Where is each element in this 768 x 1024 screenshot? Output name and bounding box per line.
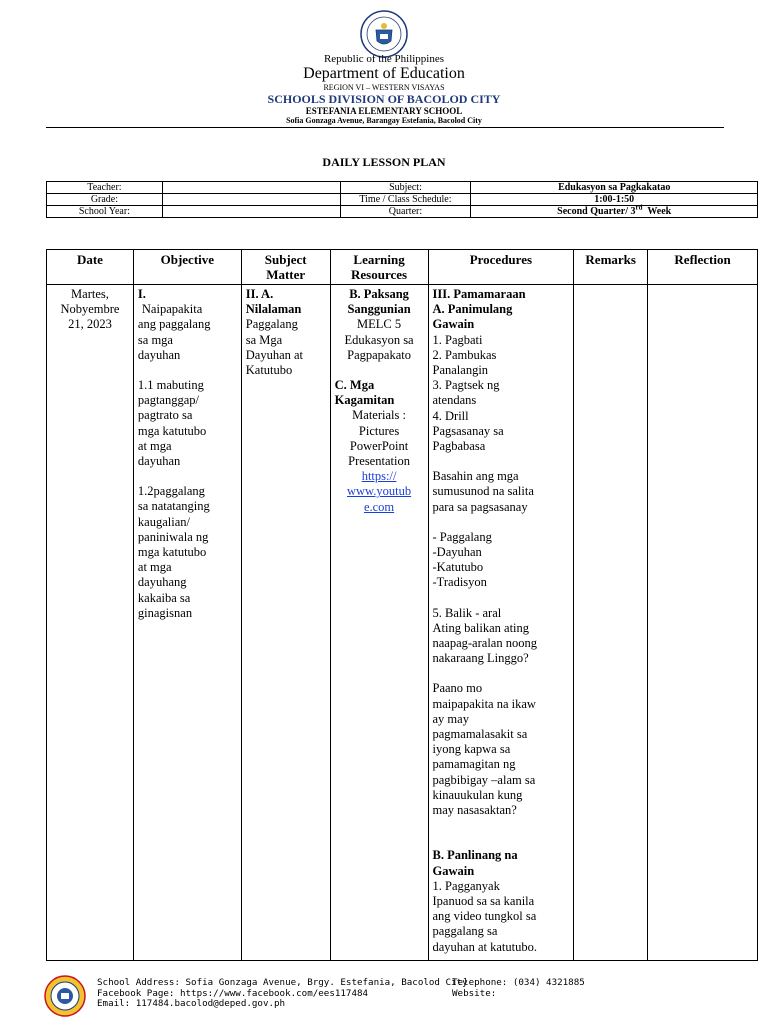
footer-address: School Address: Sofia Gonzaga Avenue, Brgy. Estefania, Bacolod City [97, 977, 468, 988]
quarter-value: Second Quarter/ 3rd Week [471, 206, 758, 218]
cell-date: Martes, Nobyembre 21, 2023 [47, 285, 134, 961]
school-address: Sofia Gonzaga Avenue, Barangay Estefania, Bacolod City [286, 116, 482, 125]
quarter-label: Quarter: [340, 206, 471, 218]
cell-reflection [648, 285, 758, 961]
school-logo-icon [44, 975, 86, 1017]
footer-facebook[interactable]: Facebook Page: https://www.facebook.com/ees117484 [97, 987, 369, 999]
republic-line: Republic of the Philippines [323, 53, 445, 65]
teacher-value [162, 182, 340, 194]
header-date: Date [47, 250, 134, 285]
grade-value [162, 194, 340, 206]
youtube-link[interactable]: https:// www.youtub e.com [347, 469, 412, 514]
schedule-value: 1:00-1:50 [471, 194, 758, 206]
school-year-label: School Year: [47, 206, 163, 218]
cell-procedures: III. Pamamaraan A. Panimulang Gawain 1. Pagbati 2. Pambukas Panalangin 3. Pagtsek ng atendans 4. Drill Pagsasanay sa Pagbabasa Basahin ang mga sumusunod na salita para sa pagsasanay - Paggalang -Dayuhan -Katutubo -Tradisyon 5. Balik - aral Ating balikan ating naapag-aralan noong nakaraang Linggo? Paano mo maipapakita na ikaw ay may pagmamalasakit sa iyong kapwa sa pamamagitan ng pagbibigay –alam sa kinauukulan kung may nasasaktan? B. Panlinang na Gawain 1. Pagganyak Ipanuod sa sa kanila ang video tungkol sa paggalang sa dayuhan at katutubo. [428, 285, 574, 961]
division-name: SCHOOLS DIVISION OF BACOLOD CITY [267, 92, 501, 106]
footer-email[interactable]: Email: 117484.bacolod@deped.gov.ph [97, 998, 286, 1009]
subject-label: Subject: [340, 182, 471, 194]
cell-remarks [574, 285, 648, 961]
lesson-table [46, 249, 758, 961]
schedule-label: Time / Class Schedule: [340, 194, 471, 206]
department-name: Department of Education [303, 65, 465, 82]
deped-seal-icon [360, 10, 408, 58]
cell-learning-resources: B. Paksang Sanggunian MELC 5 Edukasyon sa Pagpapakato C. Mga Kagamitan Materials : Pictures PowerPoint Presentation https:// www.youtub e.com [330, 285, 428, 961]
region-line: REGION VI – WESTERN VISAYAS [323, 83, 445, 92]
header-learning-resources: Learning Resources [330, 250, 428, 285]
teacher-label: Teacher: [47, 182, 163, 194]
footer-telephone: Telephone: (034) 4321885 [452, 977, 585, 988]
header-reflection: Reflection [648, 250, 758, 285]
subject-value: Edukasyon sa Pagkakatao [471, 182, 758, 194]
school-year-value [162, 206, 340, 218]
footer-contact [97, 978, 468, 1010]
footer-website: Website: [452, 987, 497, 999]
cell-subject-matter: II. A. Nilalaman Paggalang sa Mga Dayuhan at Katutubo [241, 285, 330, 961]
header-remarks: Remarks [574, 250, 648, 285]
document-title: DAILY LESSON PLAN [322, 155, 446, 169]
footer-phone-web [452, 978, 585, 999]
school-name: ESTEFANIA ELEMENTARY SCHOOL [305, 106, 463, 116]
cell-objective: I. Naipapakita ang paggalang sa mga dayuhan 1.1 mabuting pagtanggap/ pagtrato sa mga katutubo at mga dayuhan 1.2paggalang sa natatanging kaugalian/ paniniwala ng mga katutubo at mga dayuhang kakaiba sa ginagisnan [133, 285, 241, 961]
header-subject-matter: Subject Matter [241, 250, 330, 285]
header-divider [46, 127, 724, 128]
grade-label: Grade: [47, 194, 163, 206]
info-table [46, 181, 758, 218]
header-objective: Objective [133, 250, 241, 285]
header-procedures: Procedures [428, 250, 574, 285]
